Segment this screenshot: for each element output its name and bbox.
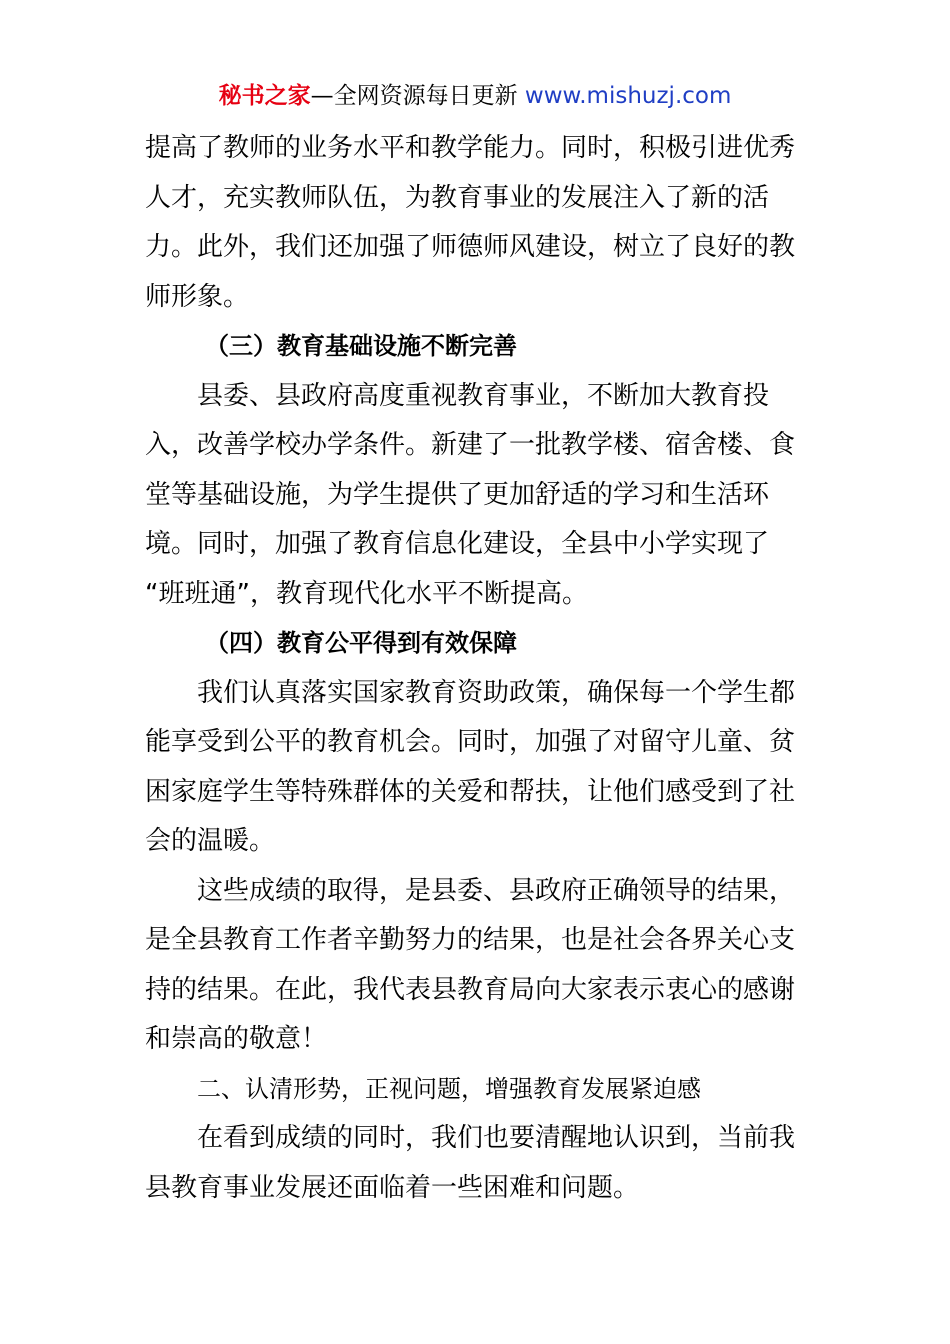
body-line: 提高了教师的业务水平和教学能力。同时，积极引进优秀 xyxy=(145,133,796,163)
header-tagline: —全网资源每日更新 xyxy=(310,83,525,109)
document-body xyxy=(145,124,815,1213)
body-line: 会的温暖。 xyxy=(145,826,276,856)
body-line: 入，改善学校办学条件。新建了一批教学楼、宿舍楼、食 xyxy=(145,430,796,460)
body-line: 困家庭学生等特殊群体的关爱和帮扶，让他们感受到了社 xyxy=(145,776,796,807)
body-line: 师形象。 xyxy=(145,281,250,312)
page-header xyxy=(0,80,950,112)
section-heading-4: （四）教育公平得到有效保障 xyxy=(205,629,517,657)
paragraph-first-line: 这些成绩的取得，是县委、县政府正确领导的结果， xyxy=(197,875,796,906)
body-line: 堂等基础设施，为学生提供了更加舒适的学习和生活环 xyxy=(145,479,770,510)
body-line: 和崇高的敬意！ xyxy=(145,1024,328,1054)
body-line: 是全县教育工作者辛勤努力的结果，也是社会各界关心支 xyxy=(145,925,796,955)
body-line: 人才，充实教师队伍，为教育事业的发展注入了新的活 xyxy=(145,182,770,213)
paragraph-first-line: 我们认真落实国家教育资助政策，确保每一个学生都 xyxy=(197,677,796,708)
body-line: 力。此外，我们还加强了师德师风建设，树立了良好的教 xyxy=(145,232,796,262)
header-url-link[interactable]: www.mishuzj.com xyxy=(524,83,732,109)
body-line: 能享受到公平的教育机会。同时，加强了对留守儿童、贫 xyxy=(145,727,796,757)
paragraph-first-line: 县委、县政府高度重视教育事业，不断加大教育投 xyxy=(197,380,770,411)
chapter-heading-2: 二、认清形势，正视问题，增强教育发展紧迫感 xyxy=(197,1074,701,1103)
body-line: 持的结果。在此，我代表县教育局向大家表示衷心的感谢 xyxy=(145,974,796,1005)
body-line: “班班通”，教育现代化水平不断提高。 xyxy=(145,578,588,609)
body-line: 县教育事业发展还面临着一些困难和问题。 xyxy=(145,1172,640,1203)
brand-name: 秘书之家 xyxy=(218,83,311,109)
body-line: 境。同时，加强了教育信息化建设，全县中小学实现了 xyxy=(145,529,770,559)
paragraph-first-line: 在看到成绩的同时，我们也要清醒地认识到，当前我 xyxy=(197,1123,796,1153)
section-heading-3: （三）教育基础设施不断完善 xyxy=(205,332,517,360)
